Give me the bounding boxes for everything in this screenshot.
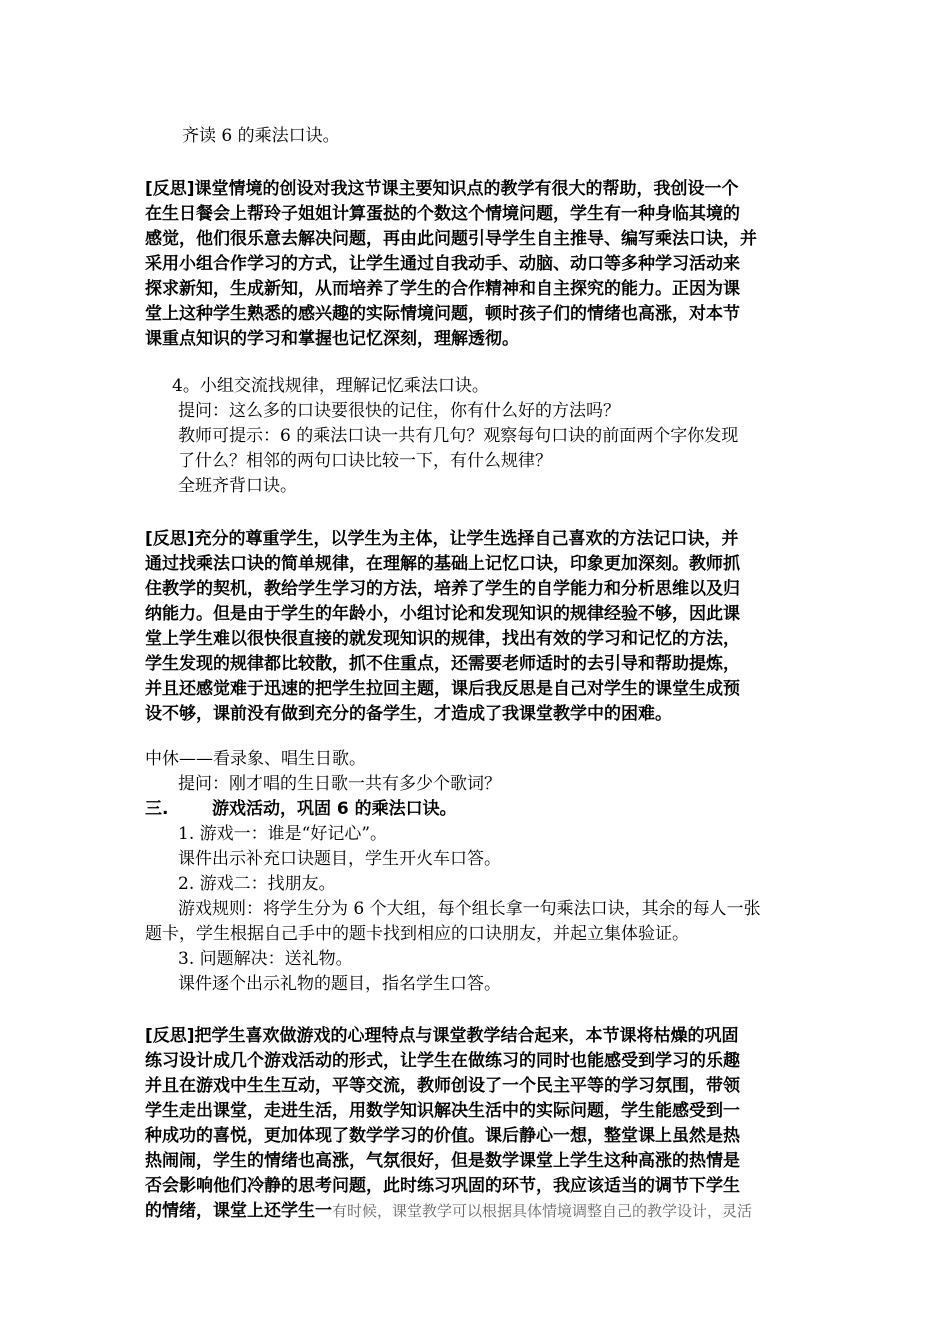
section-4-heading: 4。小组交流找规律，理解记忆乘法口诀。 [172,376,489,396]
reflection-3-last-line [145,1198,752,1225]
reflection-3-last-bold: 的情绪，课堂上还学生一 [145,1201,332,1221]
reflection-1-line: [反思]课堂情境的创设对我这节课主要知识点的教学有很大的帮助，我创设一个 [145,179,739,199]
reflection-3-line: 热闹闹，学生的情绪也高涨，气氛很好，但是数学课堂上学生这种高涨的热情是 [145,1151,740,1171]
break-line: 中休——看录象、唱生日歌。 [145,749,366,769]
reflection-1-line: 探求新知，生成新知，从而培养了学生的合作精神和自主探究的能力。正因为课 [145,279,740,299]
read-aloud-line: 齐读 6 的乘法口诀。 [182,126,340,146]
reflection-2-line: [反思]充分的尊重学生，以学生为主体，让学生选择自己喜欢的方法记口诀，并 [145,529,739,549]
game-1-title: 1. 游戏一：谁是“好记心”。 [178,824,388,844]
reflection-3-line: 学生走出课堂，走进生活，用数学知识解决生活中的实际问题，学生能感受到一 [145,1101,740,1121]
reflection-3-line: 并且在游戏中生生互动，平等交流，教师创设了一个民主平等的学习氛围，带领 [145,1076,740,1096]
reflection-2-line: 纳能力。但是由于学生的年龄小，小组讨论和发现知识的规律经验不够，因此课 [145,604,740,624]
game-2-title: 2. 游戏二：找朋友。 [178,874,336,894]
section-4-line: 全班齐背口诀。 [178,476,297,496]
reflection-2-line: 堂上学生难以很快很直接的就发现知识的规律，找出有效的学习和记忆的方法， [145,629,740,649]
reflection-3-last-gray: 有时候，课堂教学可以根据具体情境调整自己的教学设计，灵活 [332,1202,753,1220]
section-3-title: 游戏活动，巩固 6 的乘法口诀。 [212,799,457,819]
reflection-1-line: 课重点知识的学习和掌握也记忆深刻，理解透彻。 [145,329,519,349]
reflection-2-line: 设不够，课前没有做到充分的备学生，才造成了我课堂教学中的困难。 [145,704,672,724]
section-3-number: 三. [145,799,169,819]
reflection-3-line: [反思]把学生喜欢做游戏的心理特点与课堂教学结合起来，本节课将枯燥的巩固 [145,1026,739,1046]
reflection-1-line: 堂上这种学生熟悉的感兴趣的实际情境问题，顿时孩子们的情绪也高涨，对本节 [145,304,740,324]
reflection-2-line: 住教学的契机，教给学生学习的方法，培养了学生的自学能力和分析思维以及归 [145,579,740,599]
reflection-2-line: 学生发现的规律都比较散，抓不住重点，还需要老师适时的去引导和帮助提炼， [145,654,740,674]
reflection-3-line: 种成功的喜悦，更加体现了数学学习的价值。课后静心一想，整堂课上虽然是热 [145,1126,740,1146]
break-question: 提问：刚才唱的生日歌一共有多少个歌词？ [178,774,501,794]
game-2-rules: 游戏规则：将学生分为 6 个大组，每个组长拿一句乘法口诀，其余的每人一张 [178,899,761,919]
section-4-line: 教师可提示：6 的乘法口诀一共有几句？观察每句口诀的前面两个字你发现 [178,426,739,446]
game-1-desc: 课件出示补充口诀题目，学生开火车口答。 [178,849,501,869]
section-4-line: 了什么？相邻的两句口诀比较一下，有什么规律？ [178,451,552,471]
reflection-1-line: 采用小组合作学习的方式，让学生通过自我动手、动脑、动口等多种学习活动来 [145,254,740,274]
reflection-3-line: 否会影响他们冷静的思考问题，此时练习巩固的环节，我应该适当的调节下学生 [145,1176,740,1196]
section-4-line: 提问：这么多的口诀要很快的记住，你有什么好的方法吗？ [178,401,620,421]
reflection-2-line: 通过找乘法口诀的简单规律，在理解的基础上记忆口诀，印象更加深刻。教师抓 [145,554,740,574]
game-3-title: 3. 问题解决：送礼物。 [178,949,353,969]
reflection-2-line: 并且还感觉难于迅速的把学生拉回主题，课后我反思是自己对学生的课堂生成预 [145,679,740,699]
game-2-rules-cont: 题卡，学生根据自己手中的题卡找到相应的口诀朋友，并起立集体验证。 [145,924,689,944]
game-3-desc: 课件逐个出示礼物的题目，指名学生口答。 [178,974,501,994]
reflection-3-line: 练习设计成几个游戏活动的形式，让学生在做练习的同时也能感受到学习的乐趣 [145,1051,740,1071]
reflection-1-line: 感觉，他们很乐意去解决问题，再由此问题引导学生自主推导、编写乘法口诀，并 [145,229,757,249]
reflection-1-line: 在生日餐会上帮玲子姐姐计算蛋挞的个数这个情境问题，学生有一种身临其境的 [145,204,740,224]
